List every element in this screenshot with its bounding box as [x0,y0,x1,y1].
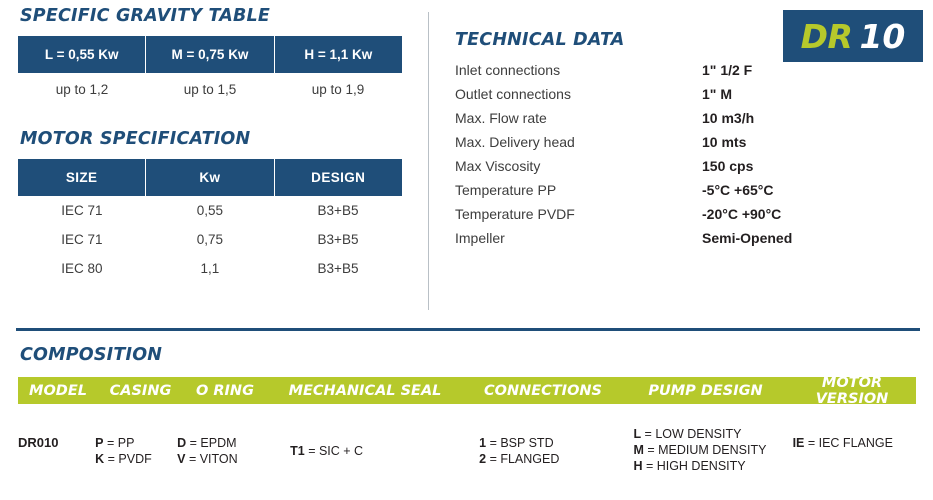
motor-cell-kw: 0,75 [196,232,224,247]
comp-motor-version-values [793,426,916,474]
table-row [18,196,402,225]
comp-col-connections: CONNECTIONS [484,382,602,399]
tech-row [455,182,875,198]
comp-col-oring: O RING [196,382,254,399]
tech-label: Max. Flow rate [455,110,547,126]
tech-row [455,62,875,78]
comp-option [177,435,258,451]
motor-specification-title: MOTOR SPECIFICATION [20,129,251,149]
tech-label: Outlet connections [455,86,571,102]
option-code: D [177,436,187,450]
motor-cell-size: IEC 71 [61,232,103,247]
comp-option [633,426,792,442]
technical-data-section [455,30,875,254]
comp-option [95,435,177,451]
comp-option [177,451,258,467]
comp-option [633,442,792,458]
tech-label: Inlet connections [455,62,561,78]
table-row [18,225,402,254]
comp-option [633,458,792,474]
horizontal-divider [16,328,920,331]
motor-cell-size: IEC 71 [61,203,103,218]
motor-cell-design: B3+B5 [317,232,359,247]
motor-cell-design: B3+B5 [317,203,359,218]
motor-col-kw: Kw [146,159,274,196]
comp-option [95,451,177,467]
option-code: V [177,452,186,466]
option-text: = SIC + C [304,444,364,458]
composition-body-row [18,426,916,474]
option-text: = HIGH DENSITY [642,459,746,473]
sg-subvalue: up to 1,5 [183,82,237,97]
option-text: = VITON [185,452,238,466]
option-text: = MEDIUM DENSITY [643,443,767,457]
tech-row [455,134,875,150]
comp-option [290,443,479,459]
specific-gravity-subvalues [18,82,402,97]
comp-option [479,435,633,451]
comp-col-motor-version: MOTOR VERSION [815,374,889,407]
option-code: M [633,443,644,457]
option-text: = LOW DENSITY [641,427,742,441]
tech-value: 10 mts [702,134,747,150]
sg-subvalue: up to 1,9 [311,82,365,97]
option-code: L [633,427,642,441]
comp-col-casing: CASING [109,382,172,399]
option-text: = FLANGED [486,452,560,466]
specific-gravity-table [18,36,402,73]
tech-row [455,206,875,222]
comp-pump-design-values [633,426,792,474]
comp-col-model: MODEL [29,382,87,399]
badge-prefix: DR [800,16,853,56]
specific-gravity-title: SPECIFIC GRAVITY TABLE [20,6,271,26]
tech-label: Temperature PVDF [455,206,575,222]
comp-connections-values [479,426,633,474]
comp-option [479,451,633,467]
comp-oring-values [177,426,258,474]
option-code: P [95,436,104,450]
tech-label: Max. Delivery head [455,134,575,150]
table-header-row [18,159,402,196]
technical-data-title: TECHNICAL DATA [455,30,625,50]
composition-section [18,345,918,474]
tech-value: 150 cps [702,158,754,174]
vertical-divider [428,12,429,310]
left-column [18,6,418,283]
table-row [18,254,402,283]
comp-col-pump-design: PUMP DESIGN [648,382,763,399]
option-text: = BSP STD [486,436,554,450]
comp-mechanical-seal-values [258,426,479,474]
option-text: = EPDM [186,436,237,450]
option-code: K [95,452,105,466]
option-code: T1 [290,444,305,458]
sg-header-cell: H = 1,1 Kw [275,36,402,73]
composition-title: COMPOSITION [20,345,163,365]
tech-value: 1" 1/2 F [702,62,753,78]
tech-row [455,86,875,102]
tech-value: -5°C +65°C [702,182,774,198]
tech-row [455,110,875,126]
tech-row [455,158,875,174]
motor-cell-size: IEC 80 [61,261,103,276]
option-text: = PVDF [104,452,152,466]
option-code: 1 [479,436,487,450]
tech-label: Impeller [455,230,505,246]
composition-header-row [18,374,916,407]
sg-header-cell: M = 0,75 Kw [146,36,274,73]
tech-row [455,230,875,246]
motor-cell-kw: 0,55 [196,203,224,218]
badge-number: 10 [859,16,906,56]
option-code: IE [792,436,805,450]
comp-casing-values [95,426,177,474]
option-code: H [633,459,643,473]
tech-value: 10 m3/h [702,110,755,126]
motor-cell-design: B3+B5 [317,261,359,276]
tech-value: 1" M [702,86,732,102]
motor-specification-table [18,159,402,283]
comp-option [793,435,916,451]
option-text: = PP [103,436,135,450]
sg-header-cell: L = 0,55 Kw [18,36,146,73]
sg-subvalue: up to 1,2 [55,82,109,97]
option-text: = IEC FLANGE [804,436,893,450]
motor-col-design: DESIGN [274,159,402,196]
comp-col-mechanical-seal: MECHANICAL SEAL [288,382,442,399]
tech-value: Semi-Opened [702,230,793,246]
option-code: 2 [479,452,487,466]
motor-col-size: SIZE [18,159,146,196]
motor-cell-kw: 1,1 [200,261,220,276]
tech-label: Max Viscosity [455,158,541,174]
tech-label: Temperature PP [455,182,557,198]
comp-model-value: DR010 [18,435,59,450]
tech-value: -20°C +90°C [702,206,782,222]
